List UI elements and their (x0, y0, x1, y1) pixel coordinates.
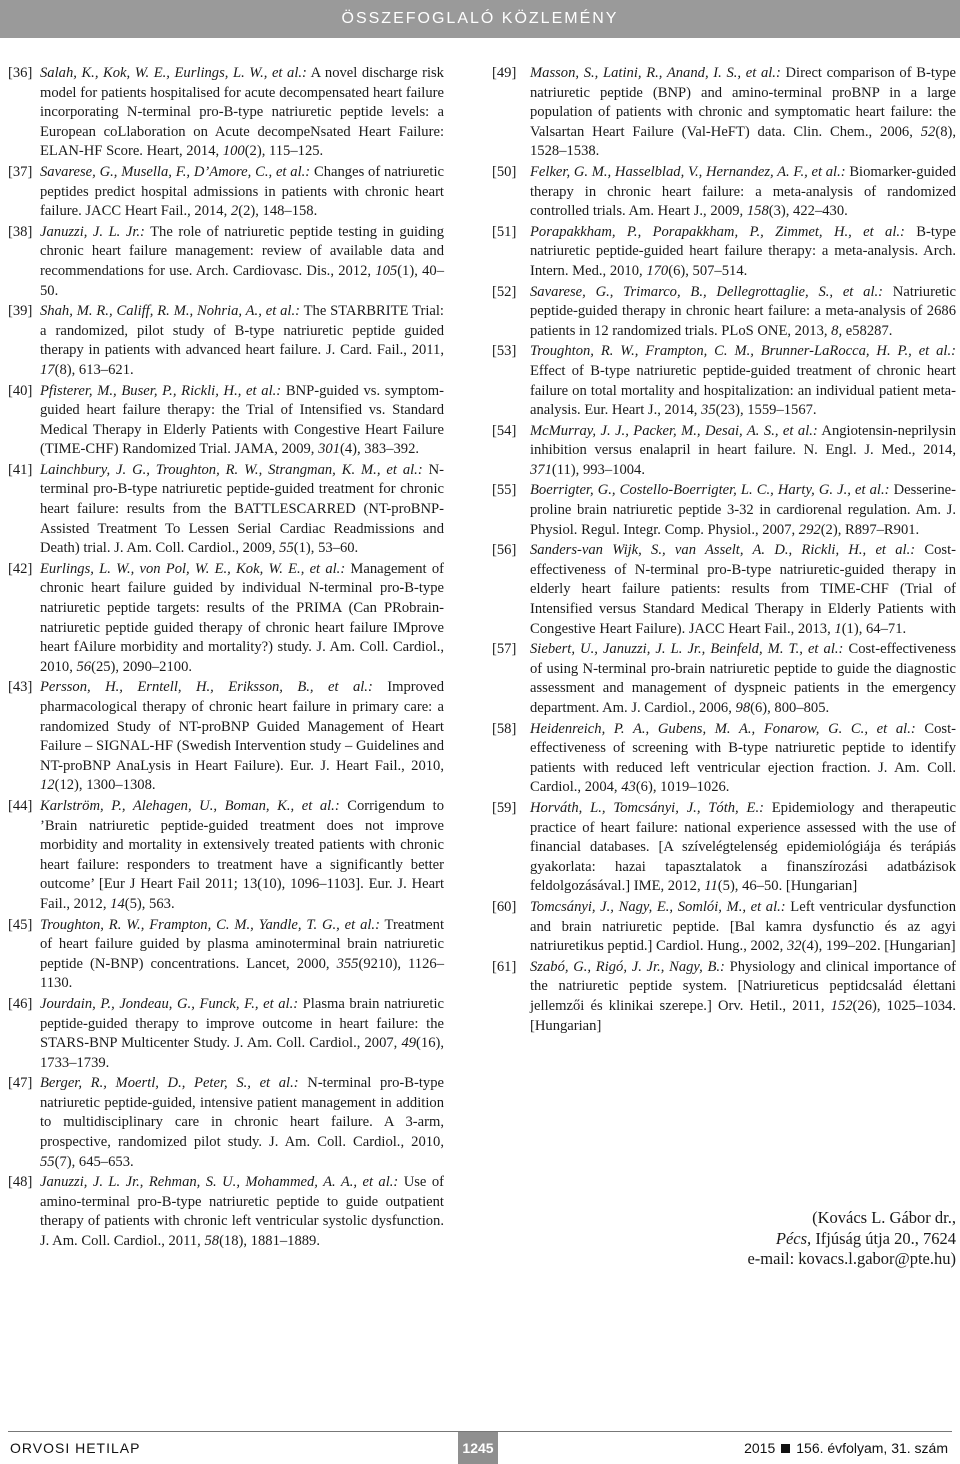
reference-title: Left ventricular dysfunction and brain natriuretic peptide. [Bal kamra dysfunctio és az agyi natriuretikus peptid.] Cardiol. Hung., 2002, (530, 898, 956, 955)
reference-item (8, 916, 444, 994)
reference-number: [59] (492, 799, 517, 816)
reference-text (40, 996, 444, 1071)
journal-name: ORVOSI HETILAP (10, 1440, 141, 1456)
reference-volume: 152 (830, 997, 853, 1014)
reference-authors: Troughton, R. W., Frampton, C. M., Brunner-LaRocca, H. P., et al.: (530, 343, 956, 360)
reference-item (8, 64, 444, 162)
reference-number: [48] (8, 1174, 33, 1191)
reference-item (492, 898, 956, 957)
reference-authors: Salah, K., Kok, W. E., Eurlings, L. W., et al.: (40, 65, 307, 81)
reference-title: Use of amino-terminal pro-B-type natriuretic peptide to guide outpatient therapy of patients with chronic left ventricular systolic dysfunction. J. Am. Coll. Cardiol., 2011, (40, 1174, 444, 1250)
reference-number: [61] (492, 958, 517, 975)
reference-volume: 170 (646, 262, 669, 279)
reference-pages: (1), 64–71. (841, 620, 907, 637)
reference-text (530, 164, 956, 219)
reference-title: Cost-effectiveness of screening with B-type natriuretic peptide to identify patients with reduced left ventricular ejection fraction. J. Am. Coll. Cardiol., 2004, (530, 720, 956, 796)
reference-number: [56] (492, 542, 517, 559)
reference-pages: (11), 993–1004. (551, 461, 645, 478)
reference-volume: 2 (230, 203, 239, 220)
correspondence-address (700, 1208, 956, 1270)
author-name: (Kovács L. Gábor dr., (812, 1208, 956, 1227)
reference-title: Direct comparison of B-type natriuretic peptide (BNP) and amino-terminal proBNP in a large population of patients with chronic and symptomatic heart failure: the Valsartan Heart Failure (Val-HeFT) data. Clin. Chem., 2006, (530, 65, 956, 140)
reference-volume: 55 (40, 1153, 55, 1170)
reference-volume: 355 (336, 955, 359, 972)
reference-title: Corrigendum to ’Brain natriuretic peptide-guided treatment does not improve morbidity and mortality in extensively treated patients with chronic heart failure: responders to treatment have a significantly better outcome’ [Eur J Heart Fail 2011; 13(10), 1096–1103]. Eur. J. Heart Fail., 2012, (40, 797, 444, 912)
reference-number: [53] (492, 343, 517, 360)
reference-authors: Boerrigter, G., Costello-Boerrigter, L. C., Harty, G. J., et al.: (530, 482, 890, 499)
reference-pages: (2), R897–R901. (820, 521, 920, 538)
reference-pages: (3), 422–430. (768, 203, 848, 220)
reference-volume: 371 (530, 461, 552, 478)
reference-item (8, 223, 444, 301)
reference-number: [47] (8, 1075, 33, 1092)
reference-title: A novel discharge risk model for patients hospitalised for acute decompensated heart failure incorporating N-terminal pro-B-type natriuretic peptide levels: a European coLlaboration on Acute decompeNsated Heart Failure: ELAN-HF Score. Heart, 2014, (40, 65, 444, 160)
reference-item (8, 678, 444, 796)
reference-pages: (1), 53–60. (293, 540, 359, 557)
reference-number: [42] (8, 560, 33, 577)
reference-authors: Horváth, L., Tomcsányi, J., Tóth, E.: (530, 799, 764, 816)
reference-authors: Savarese, G., Trimarco, B., Dellegrottaglie, S., et al.: (530, 283, 884, 300)
reference-volume: 98 (735, 700, 751, 716)
reference-text (40, 679, 444, 793)
reference-text (40, 1075, 444, 1169)
reference-text (530, 65, 956, 159)
reference-title: Angiotensin-neprilysin inhibition versus enalapril in heart failure. N. Engl. J. Med., 2014, (530, 422, 956, 459)
reference-text (530, 482, 956, 537)
address-city: Pécs, (775, 1228, 812, 1248)
reference-number: [37] (8, 163, 33, 180)
reference-volume: 35 (701, 402, 716, 419)
reference-text (40, 303, 444, 378)
reference-item (492, 640, 956, 718)
reference-authors: Shah, M. R., Califf, R. M., Nohria, A., et al.: (40, 303, 300, 320)
reference-item (492, 422, 956, 481)
reference-item (492, 799, 956, 897)
reference-pages: (2), 115–125. (244, 143, 324, 160)
reference-text (40, 798, 444, 912)
reference-number: [60] (492, 898, 517, 915)
reference-volume: 292 (798, 521, 821, 538)
reference-title: Effect of B-type natriuretic peptide-guided treatment of chronic heart failure on total mortality and hospitalization: an individual patient meta-analysis. Eur. Heart J., 2014, (530, 362, 956, 419)
reference-text (530, 423, 956, 478)
reference-pages: e58287. (842, 322, 893, 339)
reference-authors: Lainchbury, J. G., Troughton, R. W., Strangman, K. M., et al.: (40, 461, 423, 478)
reference-number: [46] (8, 995, 33, 1012)
section-header (0, 0, 960, 38)
reference-title: B-type natriuretic peptide-guided heart failure therapy: a meta-analysis. Arch. Intern. Med., 2010, (530, 223, 957, 279)
reference-volume: 49 (401, 1035, 417, 1052)
reference-pages: (8), 613–621. (54, 361, 134, 378)
reference-item (492, 64, 956, 162)
reference-authors: Jourdain, P., Jondeau, G., Funck, F., et al.: (40, 995, 299, 1012)
reference-text (530, 343, 956, 418)
reference-pages: (9210), 1126–1130. (40, 955, 444, 992)
reference-item (8, 797, 444, 915)
reference-number: [51] (492, 223, 517, 240)
reference-volume: 55 (279, 540, 294, 557)
reference-text (530, 224, 956, 279)
reference-item (8, 461, 444, 559)
reference-authors: Sanders-van Wijk, S., van Asselt, A. D., Rickli, H., et al.: (530, 542, 916, 559)
reference-title: Physiology and clinical importance of the natriuretic peptide system. [Natriureticus peptidcsalád élettani jellemzői és klinikai szerepe.] Orv. Hetil., 2011, (530, 958, 956, 1014)
reference-title: BNP-guided vs. symptom-guided heart failure therapy: the Trial of Intensified vs. Standard Medical Therapy in Elderly Patients with Congestive Heart Failure (TIME-CHF) Randomized Trial. JAMA, 2009, (40, 382, 444, 458)
reference-number: [50] (492, 163, 517, 180)
reference-pages: (5), 563. (124, 895, 175, 912)
reference-volume: 17 (40, 361, 55, 378)
reference-text (530, 721, 956, 796)
reference-text (530, 800, 956, 894)
reference-number: [54] (492, 422, 517, 439)
reference-title: The role of natriuretic peptide testing in guiding chronic heart failure management: review of available data and recommendations for use. Arch. Cardiovasc. Dis., 2012, (40, 223, 444, 279)
reference-title: Biomarker-guided therapy in chronic heart failure: a meta-analysis of randomized controlled trials. Am. Heart J., 2009, (530, 163, 957, 220)
reference-title: Treatment of heart failure guided by plasma aminoterminal brain natriuretic peptide (N-BNP) concentrations. Lancet, 2000, (40, 916, 444, 972)
reference-authors: Porapakkham, P., Porapakkham, P., Zimmet, H., et al.: (530, 223, 905, 240)
reference-text (40, 561, 444, 675)
page-number: 1245 (458, 1432, 498, 1464)
reference-number: [36] (8, 65, 33, 81)
reference-title: Plasma brain natriuretic peptide-guided therapy to improve outcome in heart failure: the STARS-BNP Multicenter Study. J. Am. Coll. Cardiol., 2007, (40, 995, 444, 1052)
reference-volume: 105 (375, 262, 398, 279)
reference-volume: 14 (110, 895, 125, 912)
reference-pages: (26), 1025–1034. [Hungarian] (530, 997, 956, 1034)
issue-info (744, 1440, 948, 1456)
reference-pages: (2), 148–158. (238, 203, 318, 220)
reference-pages: (6), 1019–1026. (635, 779, 730, 796)
reference-number: [45] (8, 916, 33, 933)
reference-title: The STARBRITE Trial: a randomized, pilot study of B-type natriuretic peptide guided therapy in patients with advanced heart failure. J. Card. Fail., 2011, (40, 303, 444, 359)
reference-volume: 43 (621, 779, 636, 796)
reference-title: Cost-effectiveness of N-terminal pro-B-type natriuretic-guided therapy in elderly heart failure patients: results from TIME-CHF (Trial of Intensified versus Standard Medical Therapy in Elderly Patients with Congestive Heart Failure). JACC Heart Fail., 2013, (530, 542, 956, 637)
reference-text (530, 959, 956, 1034)
reference-title: Natriuretic peptide-guided therapy in chronic heart failure: a meta-analysis of 2686 patients in 12 randomized trials. PLoS ONE, 2013, (530, 283, 957, 339)
reference-text (40, 224, 444, 299)
reference-number: [38] (8, 223, 33, 240)
reference-authors: Felker, G. M., Hasselblad, V., Hernandez, A. F., et al.: (530, 163, 846, 180)
reference-volume: 32 (786, 938, 802, 955)
reference-volume: 158 (746, 203, 769, 220)
reference-pages: (4), 199–202. [Hungarian] (801, 938, 956, 955)
reference-item (8, 560, 444, 678)
reference-title: Management of chronic heart failure guided by individual N-terminal pro-B-type natriuretic peptide targets: results of the PRIMA (Can PRobrain-natriuretic peptide guided therapy of chronic heart failure IMprove heart fAilure morbidity and mortality?) study. J. Am. Coll. Cardiol., 2010, (40, 560, 444, 675)
issue-volume: 156. évfolyam, 31. szám (796, 1440, 948, 1456)
reference-authors: Pfisterer, M., Buser, P., Rickli, H., et al.: (40, 382, 282, 399)
reference-volume: 12 (40, 777, 55, 794)
reference-text (40, 917, 444, 992)
reference-volume: 11 (704, 878, 718, 895)
reference-text (40, 383, 444, 458)
reference-number: [40] (8, 382, 33, 399)
reference-item (492, 163, 956, 222)
reference-pages: (16), 1733–1739. (40, 1035, 444, 1071)
reference-title: Improved pharmacological therapy of chronic heart failure in primary care: a randomized Study of NT-proBNP Guided Management of Heart Failure – SIGNAL-HF (Swedish Intervention study – Guidelines and NT-proBNP AnaLysis in Heart Failure). Eur. J. Heart Fail., 2010, (40, 679, 444, 774)
reference-authors: Eurlings, L. W., von Pol, W. E., Kok, W. E., et al.: (40, 560, 346, 577)
reference-authors: Savarese, G., Musella, F., D’Amore, C., et al.: (40, 163, 311, 180)
reference-number: [52] (492, 283, 517, 300)
reference-authors: Tomcsányi, J., Nagy, E., Somlói, M., et al.: (530, 898, 786, 915)
reference-item (8, 995, 444, 1073)
square-bullet-icon (781, 1444, 790, 1453)
reference-authors: Persson, H., Erntell, H., Eriksson, B., et al.: (40, 679, 373, 696)
reference-title: N-terminal pro-B-type natriuretic peptide-guided treatment for chronic heart failure: results from the BATTLESCARRED (NT-proBNP-Assisted Treatment To Lessen Serial Cardiac Readmissions and Death) trial. J. Am. Coll. Cardiol., 2009, (40, 461, 444, 557)
address-line (700, 1229, 956, 1250)
reference-item (492, 481, 956, 540)
reference-item (492, 223, 956, 282)
reference-title: Cost-effectiveness of using N-terminal pro-brain natriuretic peptide to guide the diagnostic assessment and management of dyspneic patients in the emergency department. Am. J. Cardiol., 2006, (530, 641, 956, 716)
reference-authors: Troughton, R. W., Frampton, C. M., Yandle, T. G., et al.: (40, 916, 380, 933)
reference-title: N-terminal pro-B-type natriuretic peptide-guided, intensive patient management in addition to multidisciplinary care in chronic heart failure. A 3-arm, prospective, randomized pilot study. J. Am. Coll. Cardiol., 2010, (40, 1075, 444, 1151)
reference-authors: Januzzi, J. L. Jr., Rehman, S. U., Mohammed, A. A., et al.: (40, 1174, 399, 1191)
reference-volume: 1 (834, 620, 842, 637)
reference-pages: (4), 383–392. (339, 441, 420, 458)
reference-title: Epidemiology and therapeutic practice of heart failure: national experience assessed with the use of financial databases. [A szívelégtelenség epidemiológiája és terápiás gyakorlata: hazai tapasztalatok a finanszírozási adatbázisok feldolgozásával.] IME, 2012, (530, 799, 956, 895)
reference-number: [58] (492, 720, 517, 737)
reference-volume: 301 (318, 441, 340, 458)
reference-number: [39] (8, 303, 33, 320)
reference-item (8, 163, 444, 222)
reference-number: [41] (8, 461, 33, 478)
reference-volume: 8, (831, 322, 843, 339)
issue-year: 2015 (744, 1440, 776, 1456)
reference-item (492, 541, 956, 639)
reference-pages: (5), 46–50. [Hungarian] (717, 878, 858, 895)
reference-text (530, 542, 956, 636)
reference-text (530, 899, 956, 954)
reference-text (530, 641, 956, 716)
reference-volume: 56 (76, 658, 92, 675)
reference-item (492, 958, 956, 1036)
reference-title: Changes of natriuretic peptides predict hospital admissions in patients with chronic heart failure. JACC Heart Fail., 2014, (40, 163, 444, 220)
reference-number: [57] (492, 641, 517, 658)
reference-text (40, 462, 444, 556)
reference-item (8, 1074, 444, 1172)
reference-item (8, 382, 444, 460)
reference-authors: Berger, R., Moertl, D., Peter, S., et al.: (40, 1075, 299, 1092)
reference-volume: 52 (920, 123, 936, 140)
reference-pages: (7), 645–653. (54, 1153, 134, 1170)
reference-number: [43] (8, 679, 33, 696)
reference-pages: (23), 1559–1567. (715, 402, 817, 419)
address-street: Ifjúság útja 20., 7624 (811, 1228, 956, 1248)
reference-item (8, 302, 444, 380)
reference-item (492, 342, 956, 420)
reference-volume: 58 (204, 1233, 220, 1250)
reference-authors: Heidenreich, P. A., Gubens, M. A., Fonarow, G. C., et al.: (530, 720, 916, 737)
section-title: ÖSSZEFOGLALÓ KÖZLEMÉNY (341, 10, 619, 27)
reference-item (492, 283, 956, 342)
reference-authors: McMurray, J. J., Packer, M., Desai, A. S., et al.: (530, 422, 818, 439)
reference-pages: (8), 1528–1538. (530, 123, 956, 160)
reference-text (40, 1174, 444, 1249)
reference-number: [49] (492, 65, 517, 81)
reference-pages: (1), 40–50. (40, 262, 444, 299)
reference-pages: (6), 507–514. (668, 262, 748, 279)
reference-authors: Siebert, U., Januzzi, J. L. Jr., Beinfeld, M. T., et al.: (530, 641, 844, 658)
reference-number: [55] (492, 482, 517, 499)
author-email[interactable]: e-mail: kovacs.l.gabor@pte.hu) (747, 1249, 956, 1268)
reference-volume: 100 (222, 143, 245, 160)
references-right-column (492, 64, 956, 1037)
reference-title: Desserine-proline brain natriuretic peptide 3-32 in cardiorenal regulation. Am. J. Physiol. Regul. Integr. Comp. Physiol., 2007, (530, 482, 956, 538)
reference-authors: Januzzi, J. L. Jr.: (40, 223, 145, 240)
reference-number: [44] (8, 797, 33, 814)
reference-authors: Karlström, P., Alehagen, U., Boman, K., et al.: (40, 797, 340, 814)
reference-pages: (6), 800–805. (750, 700, 830, 716)
reference-pages: (12), 1300–1308. (54, 777, 156, 794)
reference-text (40, 65, 444, 159)
references-left-column (8, 64, 444, 1253)
reference-authors: Szabó, G., Rigó, J. Jr., Nagy, B.: (530, 958, 725, 975)
reference-pages: (18), 1881–1889. (219, 1233, 320, 1250)
reference-text (530, 284, 956, 339)
reference-item (492, 720, 956, 798)
reference-text (40, 164, 444, 219)
reference-authors: Masson, S., Latini, R., Anand, I. S., et al.: (530, 65, 781, 81)
reference-item (8, 1173, 444, 1251)
reference-pages: (25), 2090–2100. (91, 658, 193, 675)
